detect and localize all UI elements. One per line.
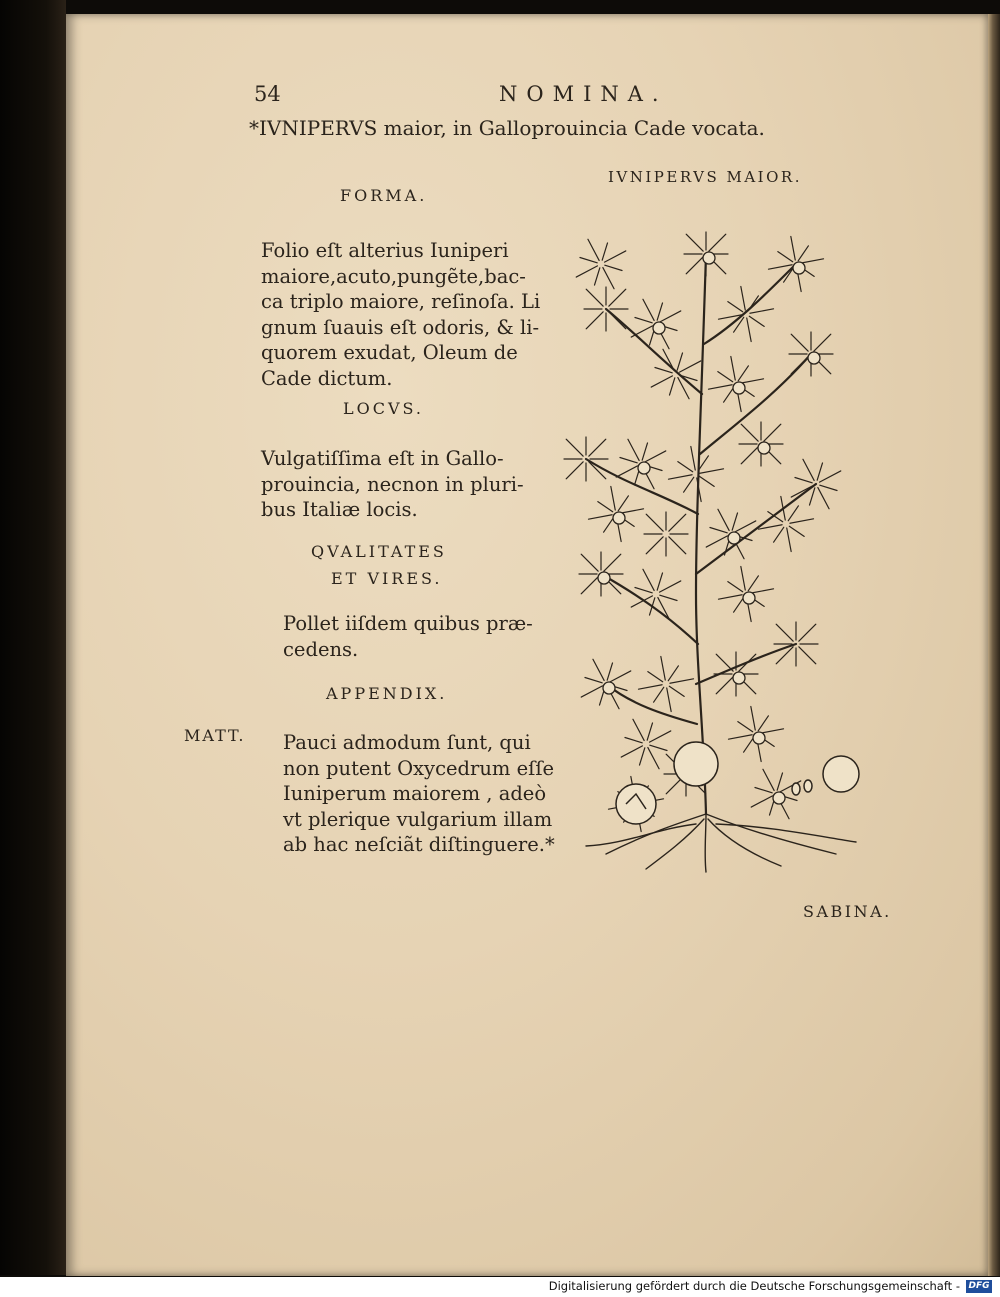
leaf — [763, 769, 774, 790]
leaf — [585, 677, 602, 682]
leaf — [589, 439, 606, 456]
leaf — [616, 466, 637, 477]
leaf — [718, 595, 742, 599]
leaf — [635, 317, 652, 322]
berry — [793, 262, 805, 274]
branch — [606, 309, 702, 394]
leaf — [598, 502, 613, 512]
leaf — [566, 462, 583, 479]
leaf — [661, 656, 665, 680]
footer-credit: Digitalisierung gefördert durch die Deutsche Forschungsgemeinschaft - — [548, 1279, 960, 1293]
leaf — [588, 515, 612, 519]
leaf — [651, 376, 672, 387]
leaf — [768, 512, 783, 522]
leaf — [581, 686, 602, 697]
berry — [598, 572, 610, 584]
leaf — [764, 424, 781, 441]
seed — [792, 783, 800, 795]
qualitates-heading-line2: ET VIRES. — [331, 569, 443, 588]
leaf — [607, 663, 612, 680]
leaf — [749, 316, 764, 326]
leaf — [716, 677, 733, 694]
leaf — [741, 424, 758, 441]
dfg-logo: DFG — [966, 1280, 992, 1293]
page-number: 54 — [254, 82, 281, 106]
berry — [773, 792, 785, 804]
leaf — [668, 475, 692, 479]
leaf — [650, 745, 667, 750]
leaf — [744, 737, 754, 752]
leaf — [820, 485, 837, 490]
leaf — [777, 773, 782, 790]
leaf — [655, 367, 672, 372]
berry — [613, 512, 625, 524]
leaf — [604, 554, 621, 571]
leaf — [680, 361, 701, 372]
leaf — [814, 334, 831, 351]
leaf — [660, 595, 677, 600]
leaf — [799, 624, 816, 641]
root — [716, 824, 856, 842]
berry — [733, 672, 745, 684]
leaf — [751, 706, 755, 730]
leaf — [691, 446, 695, 470]
leaf — [799, 647, 816, 664]
berry-detail-large — [674, 742, 718, 786]
leaf — [603, 268, 614, 289]
berry-cut-detail — [823, 756, 859, 792]
appendix-heading: APPENDIX. — [326, 684, 448, 703]
branch — [601, 574, 698, 644]
leaf — [586, 312, 603, 329]
leaf — [803, 459, 814, 480]
leaf — [788, 506, 798, 521]
leaf — [817, 463, 822, 480]
leaf — [635, 587, 652, 592]
leaf — [748, 576, 758, 591]
leaf — [686, 257, 703, 274]
leaf — [576, 266, 597, 277]
leaf — [741, 286, 745, 310]
leaf — [643, 299, 654, 320]
seed — [804, 780, 812, 792]
leaf — [739, 654, 756, 671]
leaf — [741, 447, 758, 464]
leaf — [588, 239, 599, 260]
leaf — [643, 569, 654, 590]
leaf — [728, 735, 752, 739]
leaf — [760, 729, 784, 733]
leaf — [669, 686, 684, 696]
leaf — [708, 385, 732, 389]
leaf — [620, 457, 637, 462]
leaf — [605, 265, 622, 270]
leaf — [669, 514, 686, 531]
leaf — [581, 577, 598, 594]
berry — [753, 732, 765, 744]
leaf — [678, 462, 693, 472]
locus-text: Vulgatiſſima eſt in Gallo- prouincia, necnon in pluri- bus Italiæ locis. — [261, 447, 524, 521]
leaf — [668, 666, 678, 681]
digitization-footer — [0, 1277, 1000, 1297]
leaf — [594, 268, 599, 285]
leaf — [791, 236, 795, 260]
leaf — [718, 372, 733, 382]
leaf — [747, 318, 751, 342]
root — [606, 814, 706, 854]
leaf — [709, 234, 726, 251]
leaf — [566, 439, 583, 456]
book-page — [66, 14, 988, 1276]
leaf — [750, 309, 774, 313]
leaf — [809, 488, 814, 505]
leaf — [669, 537, 686, 554]
leaf — [818, 488, 829, 509]
locus-heading: LOCVS. — [343, 399, 425, 418]
leaf — [611, 486, 615, 510]
leaf — [638, 685, 662, 689]
book-gutter-shadow — [0, 0, 66, 1275]
leaf — [790, 519, 814, 523]
leaf — [734, 597, 744, 612]
berry — [653, 322, 665, 334]
leaf — [778, 252, 793, 262]
berry-cross-section — [616, 784, 656, 824]
leaf — [650, 731, 671, 742]
leaf — [667, 688, 671, 712]
leaf — [738, 366, 748, 381]
leaf — [645, 451, 666, 462]
berry — [743, 592, 755, 604]
leaf — [604, 517, 614, 532]
leaf — [740, 379, 764, 383]
leaf — [660, 581, 681, 592]
leaf — [755, 787, 772, 792]
next-figure-caption: SABINA. — [803, 902, 892, 921]
qualitates-heading: QVALITATES — [311, 542, 447, 561]
branch — [606, 684, 697, 724]
leaf — [791, 334, 808, 351]
leaf — [605, 251, 626, 262]
forma-text: Folio eſt alterius Iuniperi maiore,acuto,pungẽte,bac- ca triplo maiore, reſinoſa. Li gnum ſuauis eſt odoris, & li- quorem exudat, Oleum de Cade dictum. — [261, 239, 541, 390]
leaf — [758, 716, 768, 731]
leaf — [732, 513, 737, 530]
leaf — [716, 654, 733, 671]
leaf — [741, 566, 745, 590]
leaf — [602, 243, 607, 260]
qualitates-text: Pollet iiſdem quibus præ- cedens. — [283, 612, 533, 661]
berry — [638, 462, 650, 474]
leaf — [669, 378, 674, 395]
leaf — [768, 265, 792, 269]
leaf — [628, 439, 639, 460]
branch — [704, 264, 796, 344]
leaf — [586, 289, 603, 306]
appendix-text: Pauci admodum ſunt, qui non putent Oxycedrum eſſe Iuniperum maiorem , adeò vt plerique vulgarium illam ab hac neſciãt diſtinguere.* — [283, 731, 555, 856]
leaf — [609, 312, 626, 329]
leaf — [654, 687, 664, 702]
leaf — [710, 527, 727, 532]
leaf — [610, 671, 631, 682]
leaf — [751, 796, 772, 807]
berry — [733, 382, 745, 394]
berry — [728, 532, 740, 544]
forma-heading: FORMA. — [340, 186, 428, 205]
leaf — [621, 746, 642, 757]
leaf — [738, 722, 753, 732]
root — [646, 819, 704, 869]
leaf — [581, 554, 598, 571]
leaf — [646, 537, 663, 554]
leaf — [686, 234, 703, 251]
root — [706, 814, 836, 854]
leaf — [820, 471, 841, 482]
leaf — [657, 573, 662, 590]
leaf — [639, 748, 644, 765]
leaf — [699, 476, 714, 486]
leaf — [700, 469, 724, 473]
leaf — [776, 624, 793, 641]
running-head: NOMINA. — [499, 82, 668, 106]
leaf — [648, 672, 663, 682]
leaf — [609, 289, 626, 306]
leaf — [677, 353, 682, 370]
branch — [696, 254, 706, 814]
leaf — [787, 528, 791, 552]
berry — [758, 442, 770, 454]
leaf — [728, 302, 743, 312]
leaf — [774, 527, 784, 542]
leaf — [620, 509, 644, 513]
leaf — [684, 477, 694, 492]
page-edge — [988, 14, 1000, 1276]
leaf — [731, 356, 735, 380]
leaf — [589, 462, 606, 479]
leaf — [642, 443, 647, 460]
leaf — [724, 387, 734, 402]
leaf — [795, 477, 812, 482]
leaf — [718, 509, 729, 530]
root — [705, 814, 706, 872]
leaf — [789, 526, 804, 536]
leaf — [618, 496, 628, 511]
leaf — [647, 723, 652, 740]
berry — [603, 682, 615, 694]
leaf — [750, 589, 774, 593]
leaf — [580, 257, 597, 262]
berry — [703, 252, 715, 264]
leaf — [670, 679, 694, 683]
leaf — [593, 659, 604, 680]
marginal-note: MATT. — [184, 726, 246, 745]
leaf — [800, 259, 824, 263]
leaf — [660, 311, 681, 322]
leaf — [798, 246, 808, 261]
leaf — [657, 303, 662, 320]
leaf — [706, 536, 727, 547]
leaf — [625, 737, 642, 742]
juniper-woodcut-illustration — [546, 214, 886, 874]
leaf — [791, 357, 808, 374]
leaf — [633, 719, 644, 740]
leaf — [728, 582, 743, 592]
leaf — [646, 514, 663, 531]
leaf — [631, 326, 652, 337]
leaf — [648, 748, 659, 769]
figure-caption: IVNIPERVS MAIOR. — [608, 168, 802, 186]
berry — [808, 352, 820, 364]
entry-title: *IVNIPERVS maior, in Galloprouincia Cade vocata. — [249, 116, 765, 140]
